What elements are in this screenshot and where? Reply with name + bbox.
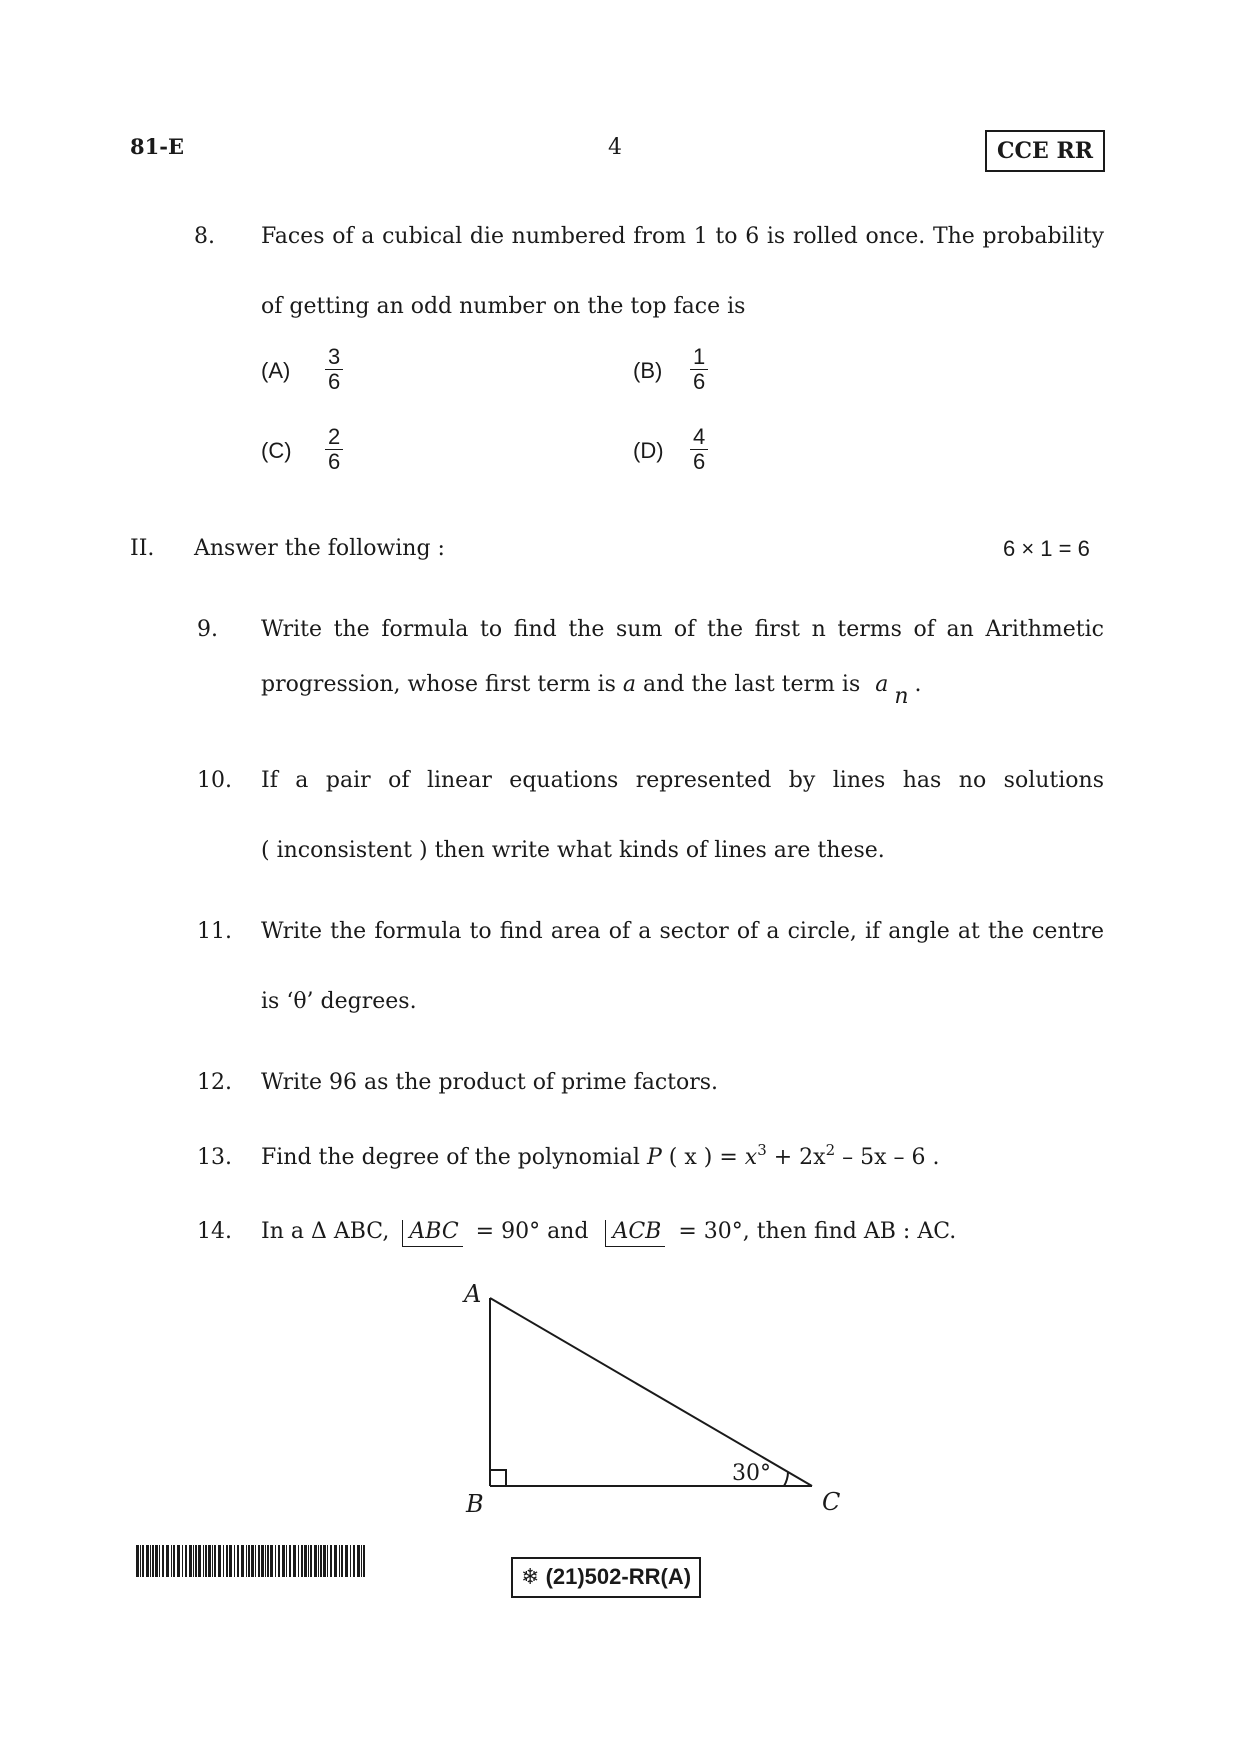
barcode-bar	[203, 1545, 204, 1577]
q8-number: 8.	[194, 224, 215, 249]
fraction-denominator: 6	[690, 369, 708, 394]
triangle-figure	[450, 1270, 870, 1515]
q9-period: .	[914, 672, 922, 697]
fraction-denominator: 6	[690, 449, 708, 474]
barcode-bar	[345, 1545, 348, 1577]
barcode-bar	[353, 1545, 355, 1577]
section-marks: 6 × 1 = 6	[1003, 536, 1090, 561]
barcode-bar	[334, 1545, 337, 1577]
q13-text	[261, 1143, 939, 1173]
barcode-bar	[301, 1545, 303, 1577]
snowflake-icon: ❄	[521, 1565, 540, 1590]
q13-exp3: 3	[757, 1141, 767, 1159]
page-number: 4	[608, 135, 622, 160]
barcode-bar	[223, 1545, 224, 1577]
barcode-bar	[212, 1545, 213, 1577]
q8-line2: of getting an odd number on the top face is	[261, 294, 746, 319]
angle-symbol-acb: ACB	[605, 1220, 665, 1247]
barcode-bar	[193, 1545, 194, 1577]
q11-line1: Write the formula to find area of a sector of a circle, if angle at the centre	[261, 919, 1104, 944]
barcode-bar	[155, 1545, 158, 1577]
q9-line1: Write the formula to find the sum of the first n terms of an Arithmetic	[261, 617, 1104, 642]
q13-number: 13.	[197, 1145, 232, 1170]
barcode-bar	[341, 1545, 343, 1577]
q14-eq2: = 30°, then find AB : AC.	[678, 1219, 957, 1244]
fraction-denominator: 6	[325, 449, 343, 474]
barcode-bar	[246, 1545, 247, 1577]
barcode-bar	[182, 1545, 183, 1577]
barcode-bar	[258, 1545, 260, 1577]
section-instruction: Answer the following :	[194, 536, 445, 561]
barcode-bar	[226, 1545, 228, 1577]
angle-arc-c	[784, 1472, 788, 1486]
barcode-bar	[293, 1545, 296, 1577]
barcode-bar	[304, 1545, 307, 1577]
barcode-bar	[286, 1545, 287, 1577]
angle-30-label: 30°	[732, 1461, 771, 1486]
barcode-bar	[177, 1545, 180, 1577]
q12-text: Write 96 as the product of prime factors.	[261, 1070, 719, 1095]
barcode-bar	[339, 1545, 340, 1577]
barcode-bar	[308, 1545, 309, 1577]
barcode-bar	[314, 1545, 317, 1577]
barcode-bar	[363, 1545, 365, 1577]
barcode-bar	[166, 1545, 169, 1577]
barcode-bar	[330, 1545, 332, 1577]
option-label: (D)	[633, 438, 664, 463]
footer-code: (21)502-RR(A)	[545, 1564, 692, 1589]
barcode-bar	[159, 1545, 160, 1577]
barcode-bar	[234, 1545, 235, 1577]
q13-exp2: 2	[825, 1141, 836, 1159]
barcode-bar	[140, 1545, 141, 1577]
barcode-bar	[318, 1545, 319, 1577]
barcode-bar	[208, 1545, 211, 1577]
barcode-bar	[146, 1545, 149, 1577]
q14-lead: In a Δ ABC,	[261, 1219, 390, 1244]
fraction-numerator: 3	[328, 344, 341, 369]
barcode-bar	[298, 1545, 299, 1577]
fraction-numerator: 4	[693, 424, 706, 449]
barcode-bar	[229, 1545, 232, 1577]
barcode-bar	[136, 1545, 139, 1577]
barcode-bar	[171, 1545, 172, 1577]
q9-text-a: progression, whose first term is	[261, 672, 623, 697]
barcode-bar	[214, 1545, 216, 1577]
barcode-bar	[361, 1545, 362, 1577]
right-angle-mark	[490, 1470, 506, 1486]
side-ac	[490, 1298, 812, 1486]
q9-subscript-n: n	[894, 684, 909, 709]
series-box: CCE RR	[985, 130, 1105, 172]
barcode-bar	[251, 1545, 254, 1577]
q13-tail: – 5x – 6 .	[835, 1145, 940, 1170]
option-fraction	[690, 425, 708, 474]
barcode-bar	[189, 1545, 192, 1577]
barcode-bar	[350, 1545, 351, 1577]
barcode-bar	[248, 1545, 250, 1577]
q12-number: 12.	[197, 1070, 232, 1095]
barcode-bar	[142, 1545, 144, 1577]
footer-code-box	[511, 1557, 701, 1598]
barcode-bar	[241, 1545, 244, 1577]
q8-line1: Faces of a cubical die numbered from 1 to 6 is rolled once. The probability	[261, 224, 1104, 249]
q9-var-a: a	[622, 672, 637, 697]
q9-var-an: a	[875, 672, 889, 697]
barcode-bar	[357, 1545, 360, 1577]
barcode-bar	[270, 1545, 273, 1577]
barcode-bar	[327, 1545, 328, 1577]
barcode-bar	[162, 1545, 164, 1577]
option-label: (A)	[261, 358, 291, 383]
barcode-bar	[267, 1545, 269, 1577]
barcode-icon	[136, 1545, 366, 1577]
paper-code: 81-E	[130, 134, 184, 159]
section-numeral: II.	[130, 536, 155, 561]
q10-number: 10.	[197, 768, 232, 793]
barcode-bar	[185, 1545, 187, 1577]
q14-text	[261, 1217, 956, 1247]
barcode-bar	[255, 1545, 256, 1577]
q11-number: 11.	[197, 919, 232, 944]
vertex-b-label: B	[466, 1490, 484, 1515]
barcode-bar	[150, 1545, 151, 1577]
q13-x: x	[744, 1145, 758, 1170]
q11-line2: is ‘θ’ degrees.	[261, 989, 417, 1014]
q13-lead: Find the degree of the polynomial	[261, 1145, 647, 1170]
barcode-bar	[173, 1545, 175, 1577]
barcode-bar	[282, 1545, 285, 1577]
q10-line2: ( inconsistent ) then write what kinds of lines are these.	[261, 838, 885, 863]
barcode-bar	[320, 1545, 322, 1577]
q14-number: 14.	[197, 1219, 232, 1244]
fraction-denominator: 6	[325, 369, 343, 394]
barcode-bar	[218, 1545, 221, 1577]
barcode-bar	[261, 1545, 264, 1577]
q13-arg: ( x ) =	[661, 1145, 745, 1170]
barcode-bar	[265, 1545, 266, 1577]
q9-line2	[261, 670, 922, 709]
q9-text-b: and the last term is	[636, 672, 868, 697]
barcode-bar	[289, 1545, 291, 1577]
option-fraction	[690, 345, 708, 394]
fraction-numerator: 2	[328, 424, 341, 449]
barcode-bar	[310, 1545, 312, 1577]
barcode-bar	[205, 1545, 207, 1577]
barcode-bar	[278, 1545, 280, 1577]
q9-number: 9.	[197, 617, 218, 642]
barcode-bar	[275, 1545, 276, 1577]
option-fraction	[325, 345, 343, 394]
barcode-graphic	[136, 1545, 366, 1577]
vertex-c-label: C	[822, 1488, 841, 1515]
barcode-bar	[195, 1545, 197, 1577]
angle-symbol-abc: ABC	[402, 1220, 462, 1247]
q10-line1: If a pair of linear equations represented by lines has no solutions	[261, 768, 1104, 793]
barcode-bar	[323, 1545, 326, 1577]
option-fraction	[325, 425, 343, 474]
fraction-numerator: 1	[693, 344, 706, 369]
option-label: (C)	[261, 438, 292, 463]
barcode-bar	[237, 1545, 239, 1577]
barcode-bar	[152, 1545, 154, 1577]
q14-eq1: = 90° and	[475, 1219, 589, 1244]
option-label: (B)	[633, 358, 663, 383]
q13-p: P	[646, 1145, 662, 1170]
vertex-a-label: A	[464, 1280, 482, 1308]
q13-mid: + 2x	[766, 1145, 826, 1170]
barcode-bar	[198, 1545, 201, 1577]
